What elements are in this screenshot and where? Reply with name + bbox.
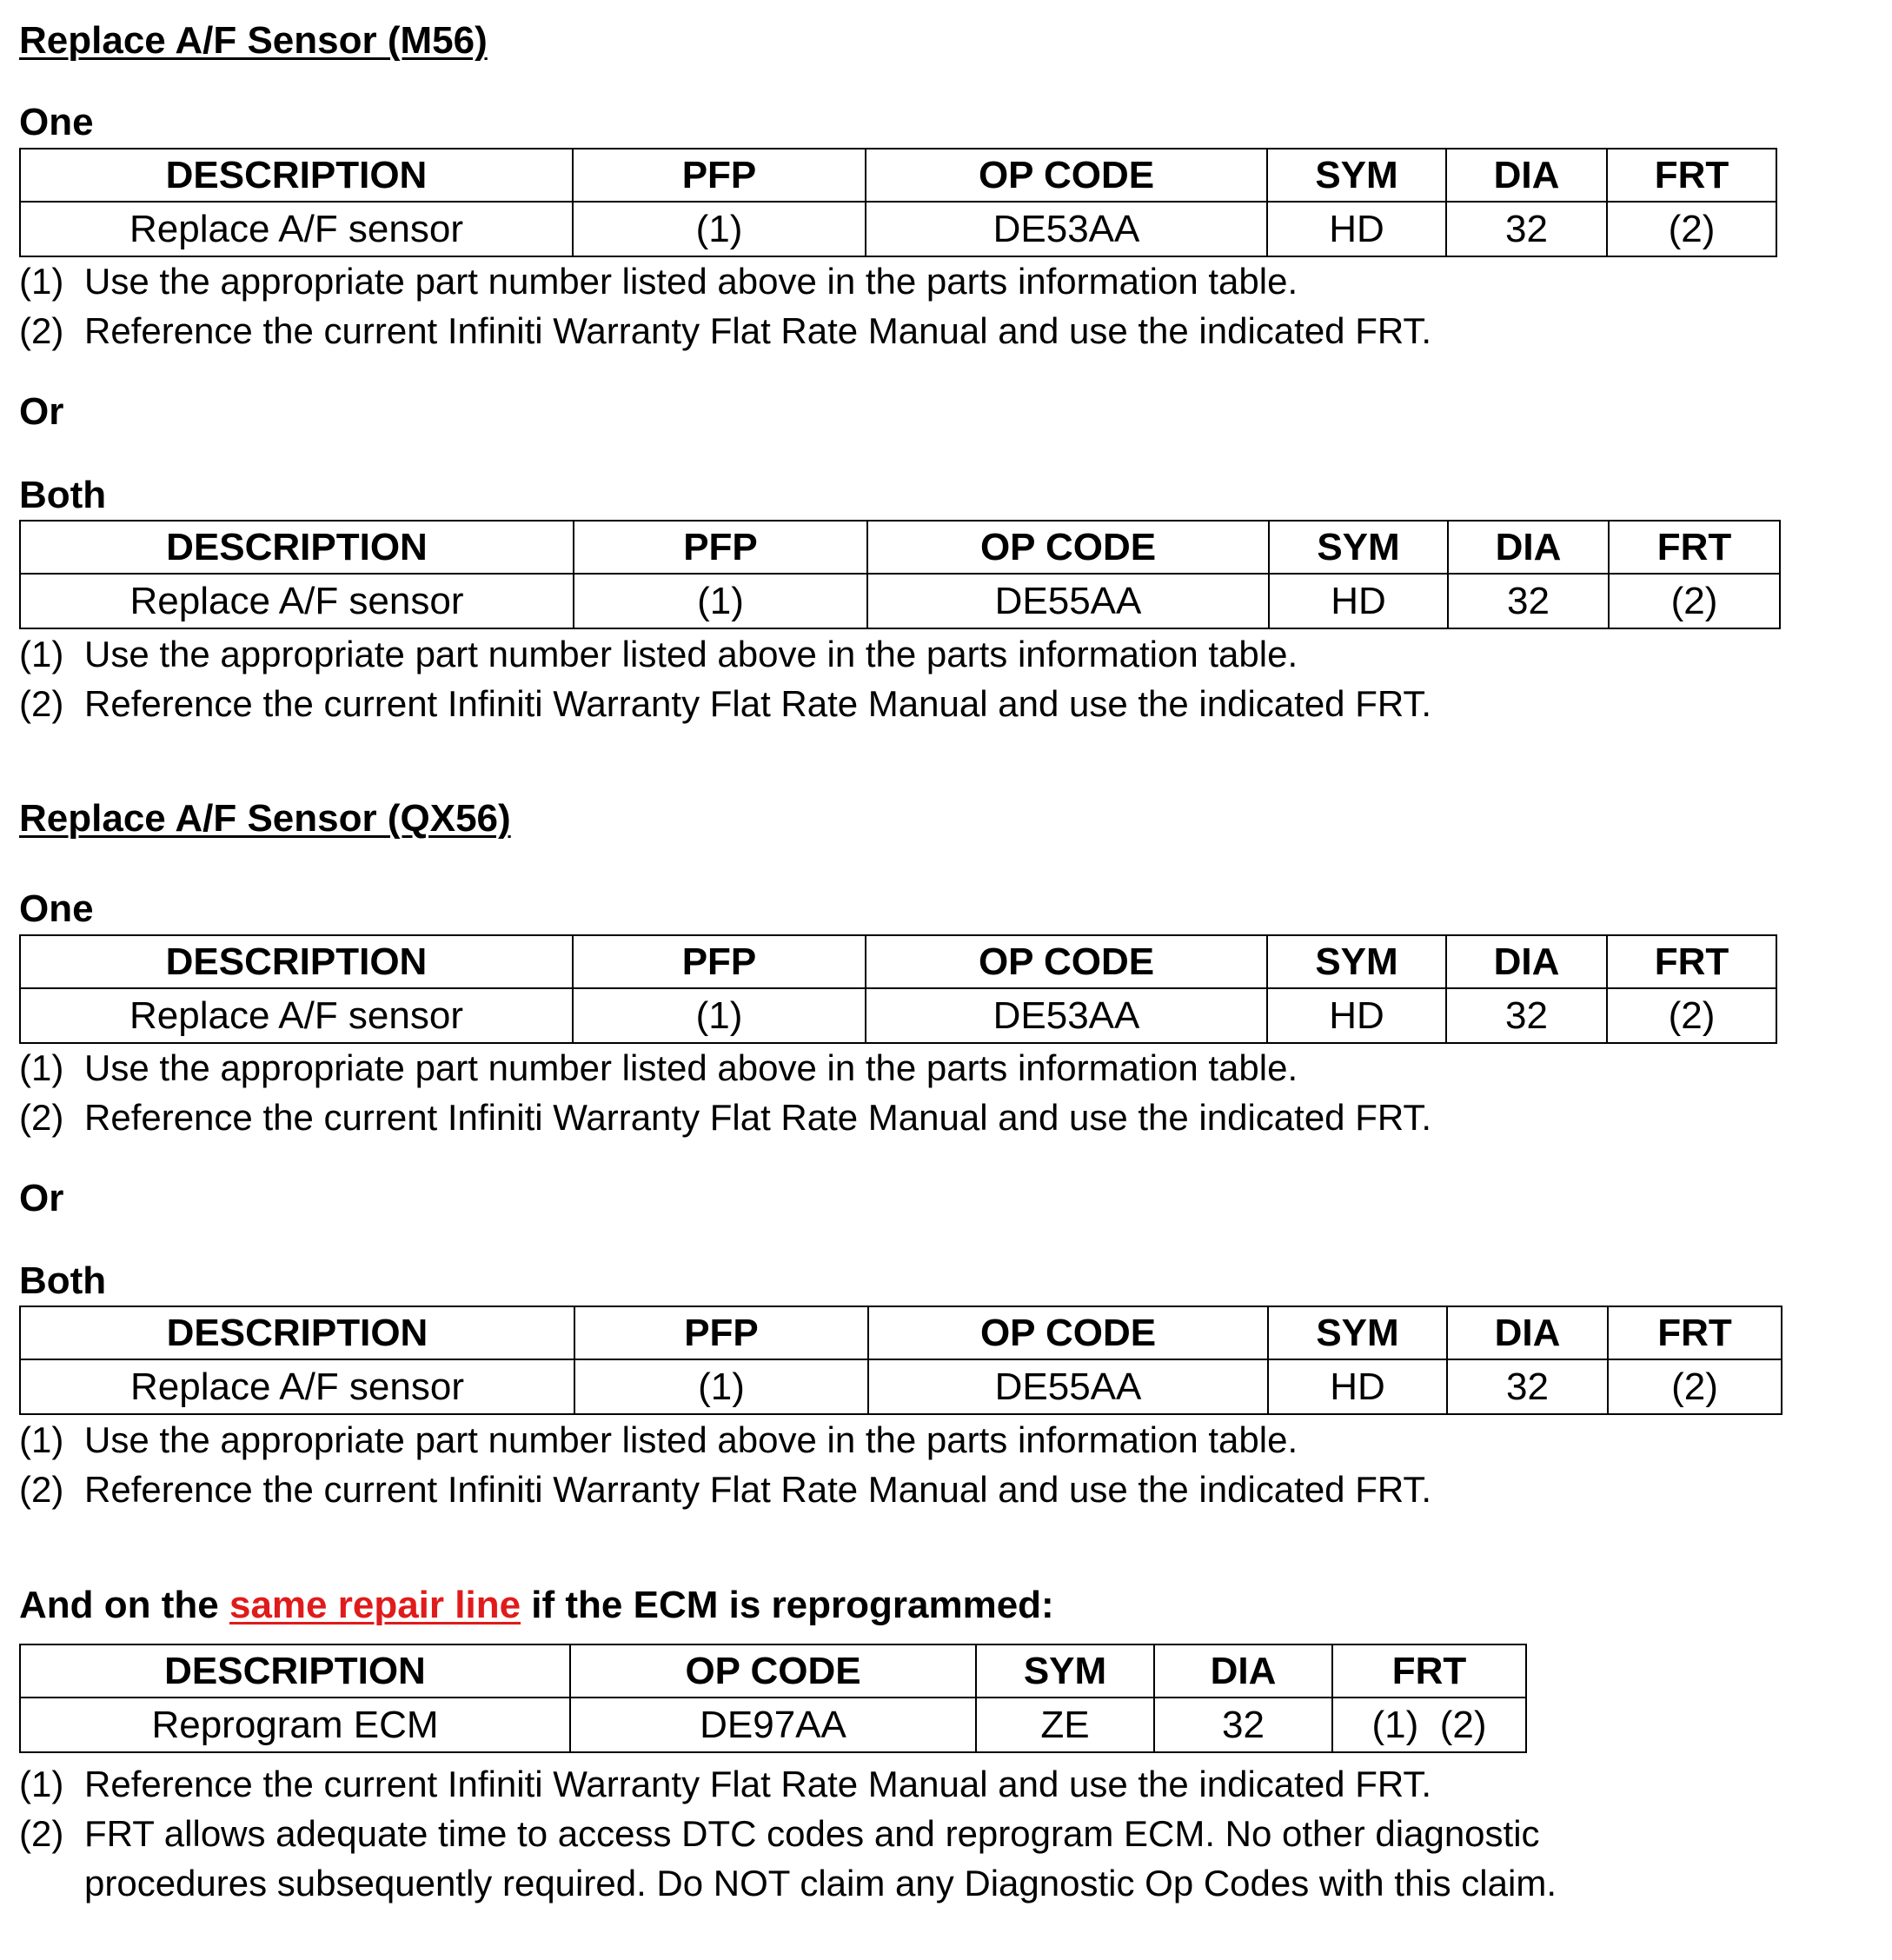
col-header-pfp: PFP [573,149,866,202]
col-header-dia: DIA [1448,521,1609,574]
footnote [19,1043,1298,1093]
footnote-number: (1) [19,1419,64,1460]
footnote [19,1465,1431,1514]
cell-description: Replace A/F sensor [20,202,573,256]
footnote-number: (2) [19,1469,64,1510]
footnote-number: (1) [19,1764,64,1804]
footnote-number: (2) [19,1813,64,1854]
table-header-row [20,1306,1782,1359]
col-header-dia: DIA [1154,1644,1332,1698]
col-header-frt: FRT [1607,935,1776,988]
table-header-row [20,1644,1526,1698]
col-header-sym: SYM [1269,521,1448,574]
cell-op-code: DE55AA [867,574,1269,628]
cell-pfp: (1) [574,574,867,628]
footnote-text: procedures subsequently required. Do NOT claim any Diagnostic Op Codes with this claim. [84,1863,1557,1904]
table-header-row [20,149,1776,202]
col-header-description: DESCRIPTION [20,935,573,988]
col-header-op-code: OP CODE [866,149,1267,202]
footnote-number: (1) [19,634,64,674]
col-header-dia: DIA [1447,1306,1608,1359]
cell-frt: (2) [1609,574,1780,628]
footnote-text: FRT allows adequate time to access DTC codes and reprogram ECM. No other diagnostic [84,1813,1540,1854]
cell-sym: HD [1267,988,1446,1043]
cell-dia: 32 [1446,988,1607,1043]
footnote [19,1093,1431,1142]
cell-frt: (1) (2) [1332,1698,1526,1752]
col-header-description: DESCRIPTION [20,521,574,574]
table-header-row [20,521,1780,574]
col-header-frt: FRT [1608,1306,1782,1359]
cell-op-code: DE55AA [868,1359,1268,1414]
col-header-frt: FRT [1607,149,1776,202]
cell-dia: 32 [1448,574,1609,628]
claim-table-qx56-both [19,1306,1782,1415]
col-header-description: DESCRIPTION [20,1306,574,1359]
cell-sym: HD [1269,574,1448,628]
footnote-number: (2) [19,683,64,724]
section-title-qx56: Replace A/F Sensor (QX56) [19,797,511,840]
col-header-frt: FRT [1332,1644,1526,1698]
col-header-op-code: OP CODE [570,1644,976,1698]
cell-description: Replace A/F sensor [20,1359,574,1414]
footnote-number: (2) [19,1097,64,1138]
section-title-m56: Replace A/F Sensor (M56) [19,19,488,62]
cell-op-code: DE97AA [570,1698,976,1752]
cell-description: Replace A/F sensor [20,988,573,1043]
cell-frt: (2) [1607,988,1776,1043]
cell-pfp: (1) [573,202,866,256]
col-header-frt: FRT [1609,521,1780,574]
footnote-number: (1) [19,261,64,302]
cell-sym: HD [1268,1359,1447,1414]
cell-pfp: (1) [573,988,866,1043]
claim-table-m56-one [19,148,1777,257]
footnote-text: Use the appropriate part number listed above in the parts information table. [84,1419,1298,1460]
ecm-intro-before: And on the [19,1584,229,1626]
col-header-description: DESCRIPTION [20,149,573,202]
cell-frt: (2) [1607,202,1776,256]
cell-sym: ZE [976,1698,1154,1752]
footnote-text: Use the appropriate part number listed above in the parts information table. [84,1047,1298,1088]
cell-dia: 32 [1446,202,1607,256]
cell-dia: 32 [1447,1359,1608,1414]
col-header-sym: SYM [1268,1306,1447,1359]
col-header-op-code: OP CODE [867,521,1269,574]
cell-dia: 32 [1154,1698,1332,1752]
footnote-text: Reference the current Infiniti Warranty Flat Rate Manual and use the indicated FRT. [84,310,1432,351]
col-header-op-code: OP CODE [866,935,1267,988]
footnote-text: Reference the current Infiniti Warranty Flat Rate Manual and use the indicated FRT. [84,1764,1432,1804]
claim-table-qx56-one [19,934,1777,1044]
cell-description: Replace A/F sensor [20,574,574,628]
col-header-sym: SYM [1267,149,1446,202]
col-header-pfp: PFP [573,935,866,988]
ecm-intro [19,1584,1054,1627]
footnote [19,679,1431,728]
table-row [20,202,1776,256]
cell-pfp: (1) [574,1359,868,1414]
footnote-text: Reference the current Infiniti Warranty Flat Rate Manual and use the indicated FRT. [84,1097,1432,1138]
footnote [19,306,1431,355]
table-row [20,574,1780,628]
group-label-or: Or [19,1177,64,1219]
cell-frt: (2) [1608,1359,1782,1414]
group-label-both: Both [19,1259,107,1302]
table-row [20,988,1776,1043]
footnote [19,1759,1431,1809]
footnote-text: Use the appropriate part number listed above in the parts information table. [84,634,1298,674]
footnote [19,1415,1298,1465]
table-header-row [20,935,1776,988]
footnote-continuation [19,1858,1557,1908]
footnote [19,256,1298,306]
cell-sym: HD [1267,202,1446,256]
ecm-intro-after: if the ECM is reprogrammed: [521,1584,1054,1626]
table-row [20,1359,1782,1414]
footnote-text: Reference the current Infiniti Warranty Flat Rate Manual and use the indicated FRT. [84,683,1432,724]
same-repair-line-link[interactable]: same repair line [229,1584,521,1626]
footnote-text: Reference the current Infiniti Warranty Flat Rate Manual and use the indicated FRT. [84,1469,1432,1510]
col-header-op-code: OP CODE [868,1306,1268,1359]
cell-description: Reprogram ECM [20,1698,570,1752]
cell-op-code: DE53AA [866,202,1267,256]
group-label-one: One [19,101,94,143]
col-header-dia: DIA [1446,149,1607,202]
col-header-pfp: PFP [574,521,867,574]
group-label-or: Or [19,390,64,433]
col-header-pfp: PFP [574,1306,868,1359]
col-header-dia: DIA [1446,935,1607,988]
footnote [19,1809,1540,1858]
footnote [19,629,1298,679]
table-row [20,1698,1526,1752]
claim-table-ecm [19,1644,1527,1753]
group-label-both: Both [19,474,107,516]
col-header-sym: SYM [1267,935,1446,988]
col-header-sym: SYM [976,1644,1154,1698]
footnote-number: (2) [19,310,64,351]
group-label-one: One [19,887,94,930]
claim-table-m56-both [19,520,1781,629]
footnote-number: (1) [19,1047,64,1088]
footnote-text: Use the appropriate part number listed above in the parts information table. [84,261,1298,302]
cell-op-code: DE53AA [866,988,1267,1043]
col-header-description: DESCRIPTION [20,1644,570,1698]
